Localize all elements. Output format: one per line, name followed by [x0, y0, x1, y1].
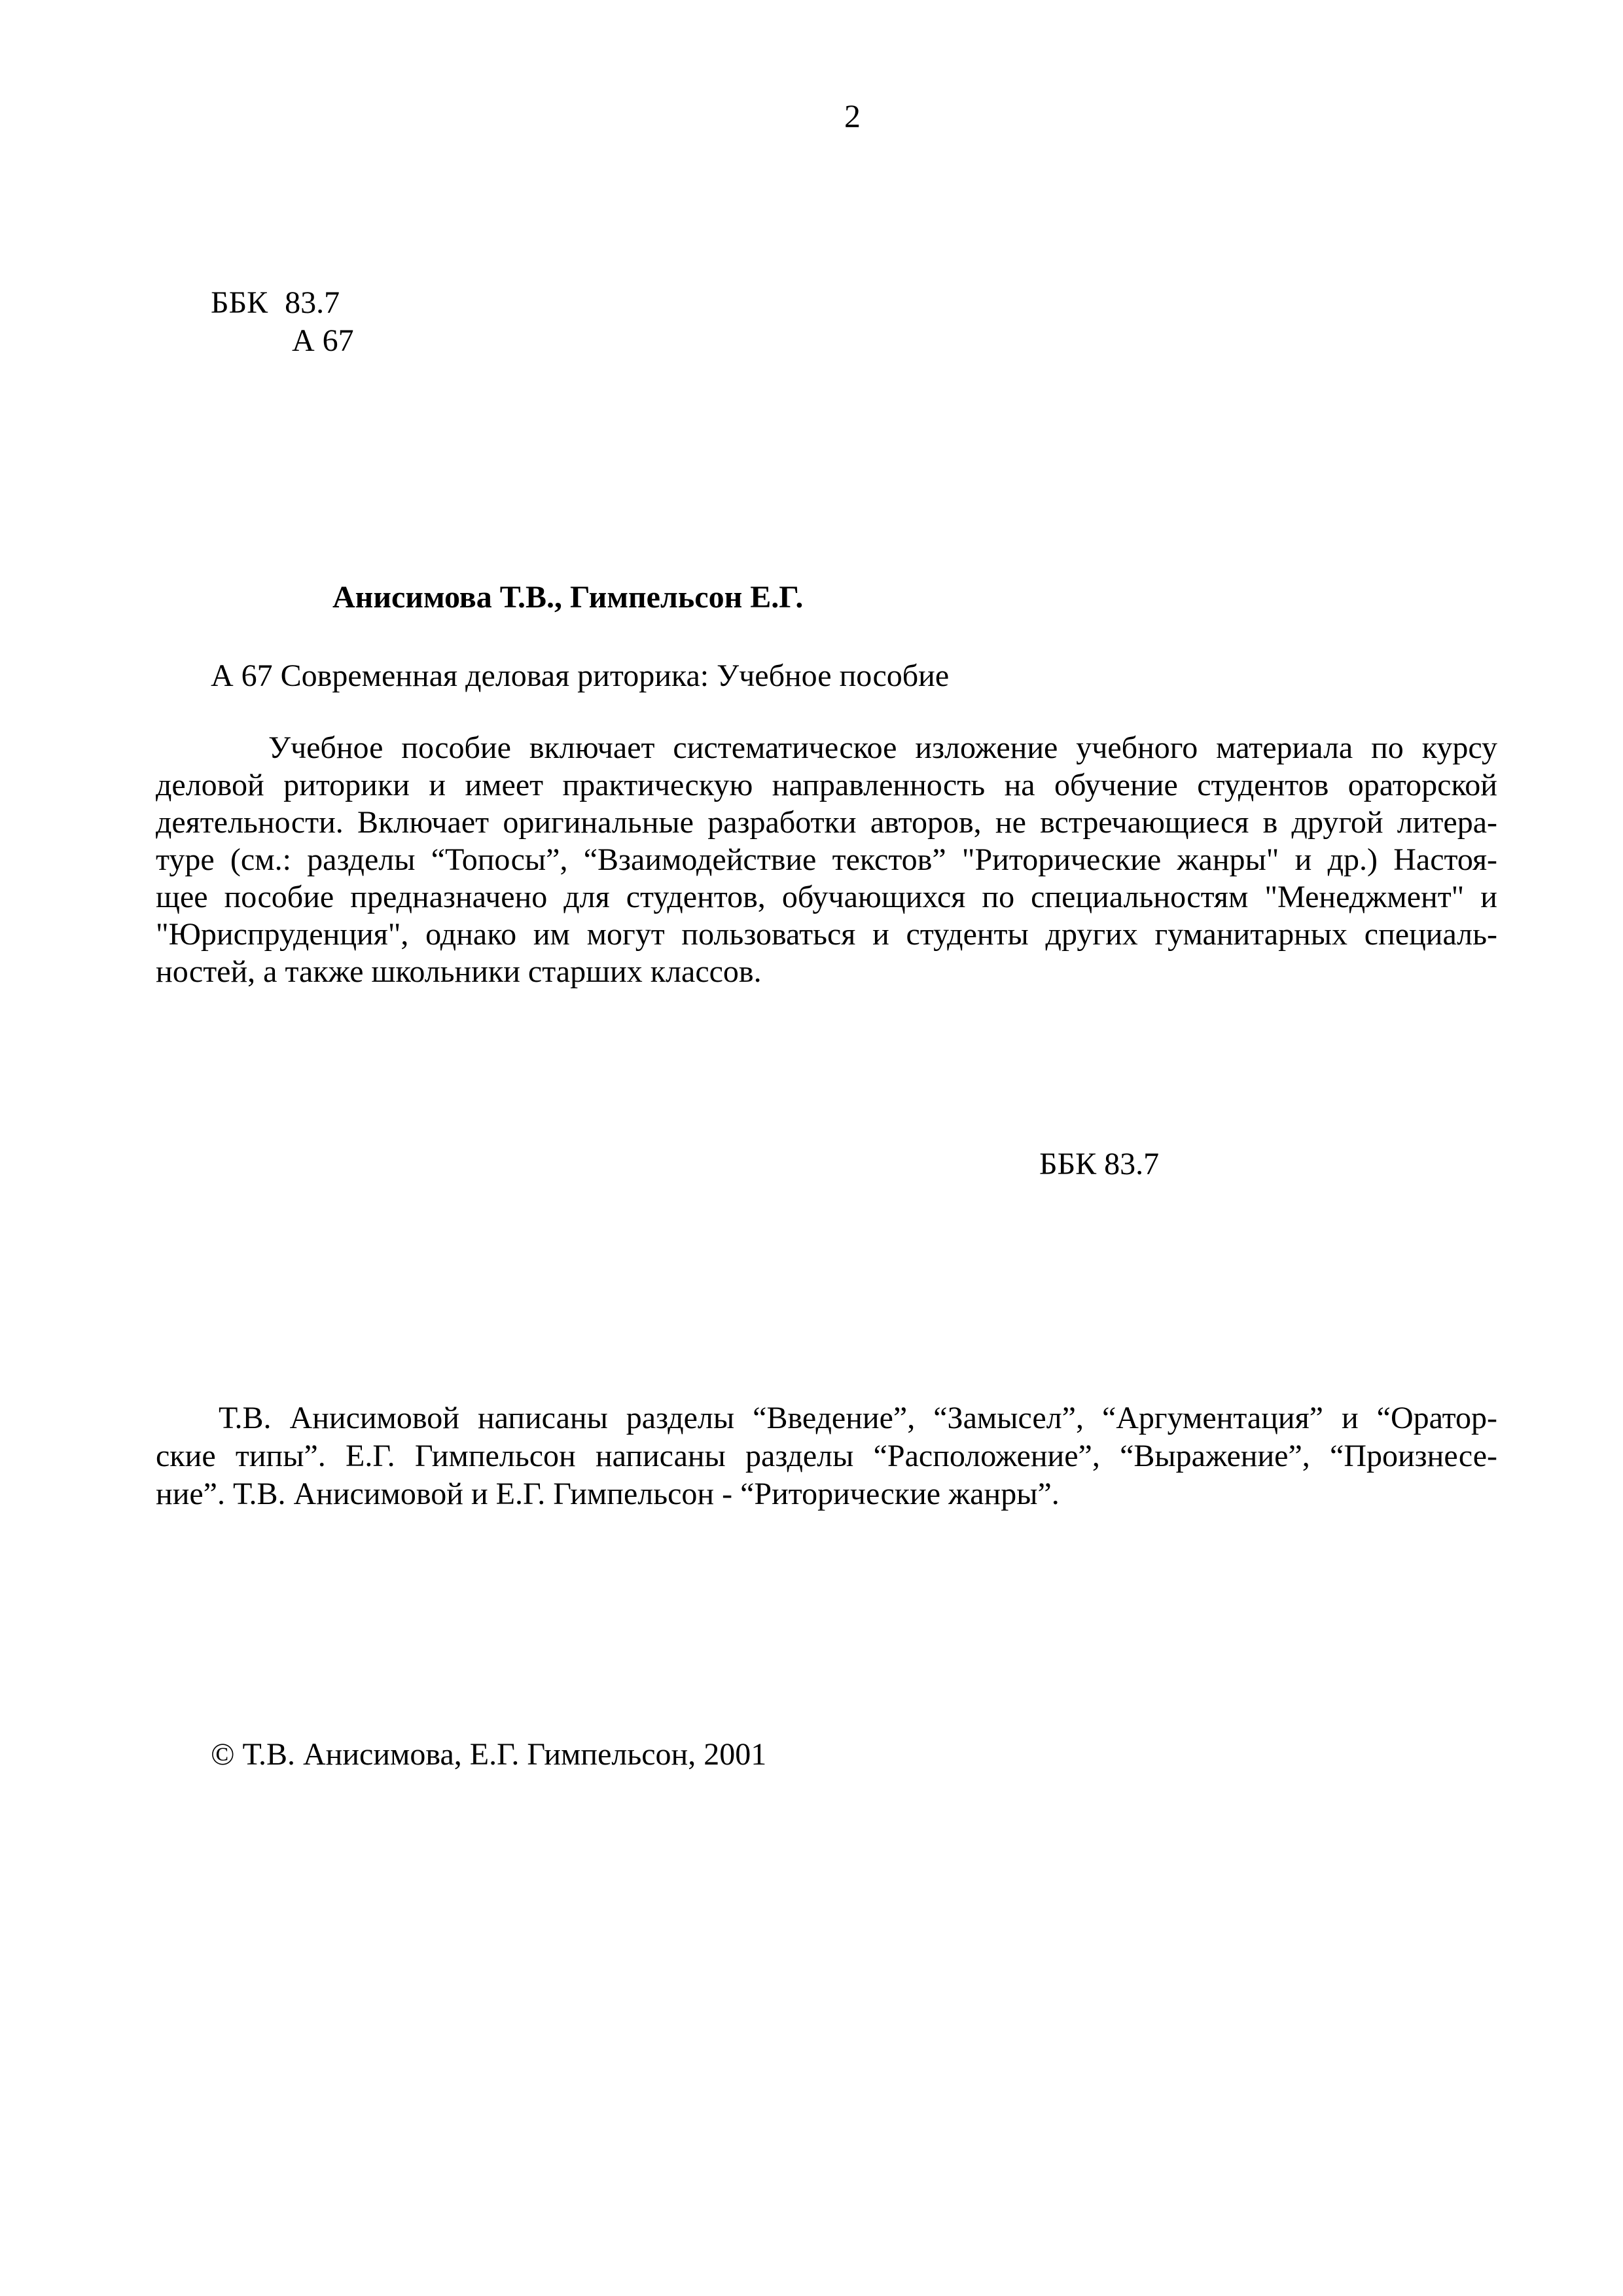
credits-line: Т.В. Анисимовой написаны разделы “Введение”, “Замысел”, “Аргументация” и “Оратор- — [219, 1401, 1497, 1435]
annotation-line: ностей, а также школьники старших классов. — [156, 954, 762, 989]
bbk-code: 83.7 — [285, 285, 340, 320]
credits-line: ние”. Т.В. Анисимовой и Е.Г. Гимпельсон - “Риторические жанры”. — [156, 1477, 1060, 1511]
annotation-line: туре (см.: разделы “Топосы”, “Взаимодействие текстов” "Риторические жанры" и др.) Настоя- — [156, 842, 1497, 877]
credits-paragraph — [156, 1399, 1497, 1513]
copyright-line: © Т.В. Анисимова, Е.Г. Гимпельсон, 2001 — [211, 1737, 767, 1772]
bbk-classification — [211, 283, 340, 323]
annotation-paragraph — [156, 729, 1497, 990]
annotation-line: деловой риторики и имеет практическую направленность на обучение студентов ораторской — [156, 768, 1497, 802]
annotation-line: Учебное пособие включает систематическое изложение учебного материала по курсу — [268, 730, 1497, 765]
authors-heading: Анисимова Т.В., Гимпельсон Е.Г. — [332, 580, 804, 615]
bbk-footer: ББК 83.7 — [1039, 1147, 1160, 1181]
bbk-label: ББК — [211, 285, 268, 320]
annotation-line: "Юриспруденция", однако им могут пользоваться и студенты других гуманитарных специаль- — [156, 917, 1497, 952]
annotation-line: щее пособие предназначено для студентов, обучающихся по специальностям "Менеджмент" и — [156, 880, 1497, 914]
book-title-line: А 67 Современная деловая риторика: Учебное пособие — [211, 658, 950, 693]
page-number: 2 — [844, 98, 861, 134]
author-mark: А 67 — [292, 323, 354, 358]
credits-line: ские типы”. Е.Г. Гимпельсон написаны разделы “Расположение”, “Выражение”, “Произнесе- — [156, 1439, 1497, 1473]
annotation-line: деятельности. Включает оригинальные разработки авторов, не встречающиеся в другой литера- — [156, 805, 1497, 840]
